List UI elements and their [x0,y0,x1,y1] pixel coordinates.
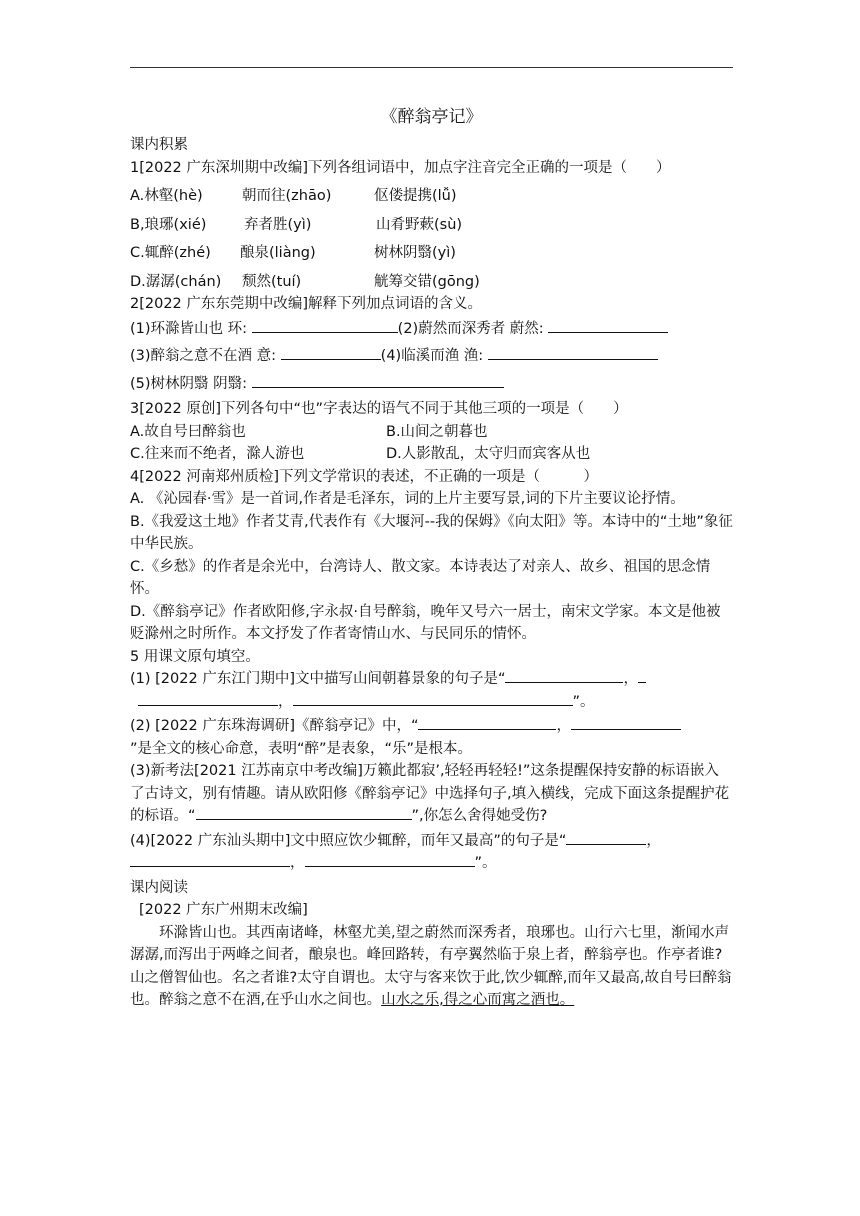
q5-blank-4c[interactable] [305,852,475,867]
q2-stem: 2[2022 广东东莞期中改编]解释下列加点词语的含义。 [130,296,483,312]
q3-options-ab [130,421,733,444]
q3-option-d: D.人影散乱，太守归而宾客从也 [386,446,591,462]
q1c-1: C.辄醉(zhé) [130,245,211,261]
q1d-2: 颓然(tuí) [242,273,302,290]
q5-blank-4b[interactable] [130,852,290,867]
q2-blank-5[interactable] [252,373,504,388]
q5-item-2: (2) [2022 广东珠海调研]《醉翁亭记》中，“ ， [130,715,733,738]
q5-item-1-cont: ， ”。 [130,691,733,714]
q1b-1: B,琅琊(xié) [130,216,207,233]
q1-option-d [130,271,733,294]
q3-options-cd [130,443,733,466]
q2-row-2 [130,345,733,368]
q5-item-2-end: ”是全文的核心命意，表明“醉”是表象，“乐”是根本。 [130,740,473,757]
q5-item-3-end: ”,你怎么舍得她受伤? [411,808,548,824]
q1c-2: 酿泉(liàng) [240,245,316,261]
section-heading-1: 课内积累 [130,137,188,153]
q3-option-c: C.往来而不绝者，滁人游也 [130,446,305,462]
q2-blank-3[interactable] [281,345,381,360]
q5-item-3 [130,760,733,828]
q2-row-1 [130,318,733,341]
q5-blank-1b-start[interactable] [638,668,646,683]
q1-option-c [130,242,733,265]
q3-option-a: A.故自号曰醉翁也 [130,423,246,440]
q1a-3: 伛偻提携(lǚ) [374,188,457,204]
q2-item-4: (4)临溪而渔 渔: [380,348,484,364]
q2-blank-2[interactable] [548,318,668,333]
q5-blank-4a[interactable] [566,830,646,845]
q5-blank-2a[interactable] [418,715,556,730]
q2-item-5: (5)树林阴翳 阴翳: [130,375,248,392]
q2-blank-1[interactable] [252,318,398,333]
q4-option-a: A. 《沁园春·雪》是一首词,作者是毛泽东，词的上片主要写景,词的下片主要议论抒情。 [130,491,685,507]
q1a-1: A.林壑(hè) [130,188,203,204]
q5-item-3-text: (3)新考法[2021 江苏南京中考改编]万籁此都寂’,轻轻再轻轻!”这条提醒保持安静的标语嵌入了古诗文，别有情趣。请从欧阳修《醉翁亭记》中选择句子,填入横线，完成下面这条提醒护花的标语。“ [130,763,730,824]
q4-option-b: B.《我爱这土地》作者艾青,代表作有《大堰河--我的保姆》《向太阳》等。本诗中的“土地”象征中华民族。 [130,513,733,552]
q1-option-b [130,214,733,237]
q1-stem: 1[2022 广东深圳期中改编]下列各组词语中，加点字注音完全正确的一项是（ ） [130,159,671,176]
q4-option-d: D.《醉翁亭记》作者欧阳修,字永叔·自号醉翁，晚年又号六一居士，南宋文学家。本文是他被贬滁州之时所作。本文抒发了作者寄情山水、与民同乐的情怀。 [130,603,721,642]
q2-item-2: (2)蔚然而深秀者 蔚然: [397,320,544,337]
q5-item-1-text: (1) [2022 广东江门期中]文中描写山间朝暮景象的句子是“ [130,671,506,687]
q5-item-4-text: (4)[2022 广东汕头期中]文中照应饮少辄醉，而年又最高”的句子是“ [130,832,567,849]
q3-stem: 3[2022 原创]下列各句中“也”字表达的语气不同于其他三项的一项是（ ） [130,401,628,417]
q1b-2: 弃者胜(yì) [244,216,312,233]
q2-row-3 [130,373,733,396]
q3-option-b: B.山间之朝暮也 [386,423,488,440]
q5-blank-1a[interactable] [505,668,623,683]
reading-passage [130,922,733,1012]
reading-underlined-sentence: 山水之乐,得之心而寓之酒也。 [381,992,575,1008]
q2-blank-4[interactable] [488,345,658,360]
q5-item-4: (4)[2022 广东汕头期中]文中照应饮少辄醉，而年又最高”的句子是“ ， [130,830,733,853]
q5-blank-1b[interactable] [138,691,278,706]
q5-item-1: (1) [2022 广东江门期中]文中描写山间朝暮景象的句子是“ ， [130,668,733,691]
q1-option-a [130,185,733,208]
q5-blank-1c[interactable] [293,691,573,706]
section-heading-2: 课内阅读 [130,879,188,896]
q5-item-2-text: (2) [2022 广东珠海调研]《醉翁亭记》中，“ [130,718,419,734]
q4-option-c: C.《乡愁》的作者是余光中，台湾诗人、散文家。本诗表达了对亲人、故乡、祖国的思念情怀。 [130,558,711,597]
worksheet [130,104,733,1012]
q2-item-1: (1)环滁皆山也 环: [130,320,248,337]
q2-item-3: (3)醉翁之意不在酒 意: [130,348,277,364]
q5-blank-3[interactable] [196,805,412,820]
q1d-1: D.潺潺(chán) [130,273,222,290]
q1d-3: 觥筹交错(gōng) [374,273,480,290]
q1c-3: 树林阴翳(yì) [374,245,456,261]
reading-source: [2022 广东广州期末改编] [139,902,308,918]
header-rule [130,67,733,68]
q1b-3: 山肴野蔌(sù) [376,216,463,233]
page-title: 《醉翁亭记》 [380,107,483,127]
q4-stem: 4[2022 河南郑州质检]下列文学常识的表述，不正确的一项是（ ） [130,468,599,485]
q5-blank-2b[interactable] [571,715,681,730]
reading-text: 环滁皆山也。其西南诸峰，林壑尤美,望之蔚然而深秀者，琅琊也。山行六七里，渐闻水声潺潺,而泻出于两峰之间者，酿泉也。峰回路转，有亭翼然临于泉上者，醉翁亭也。作亭者谁?山之僧智仙也。名之者谁?太守自谓也。太守与客来饮于此,饮少辄醉,而年又最高,故自号曰醉翁也。醉翁之意不在酒,在乎山水之间也。 [130,924,732,1008]
q5-item-4-cont: ， ”。 [130,852,733,875]
q5-stem: 5 用课文原句填空。 [130,648,260,665]
q1a-2: 朝而往(zhāo) [242,188,332,204]
